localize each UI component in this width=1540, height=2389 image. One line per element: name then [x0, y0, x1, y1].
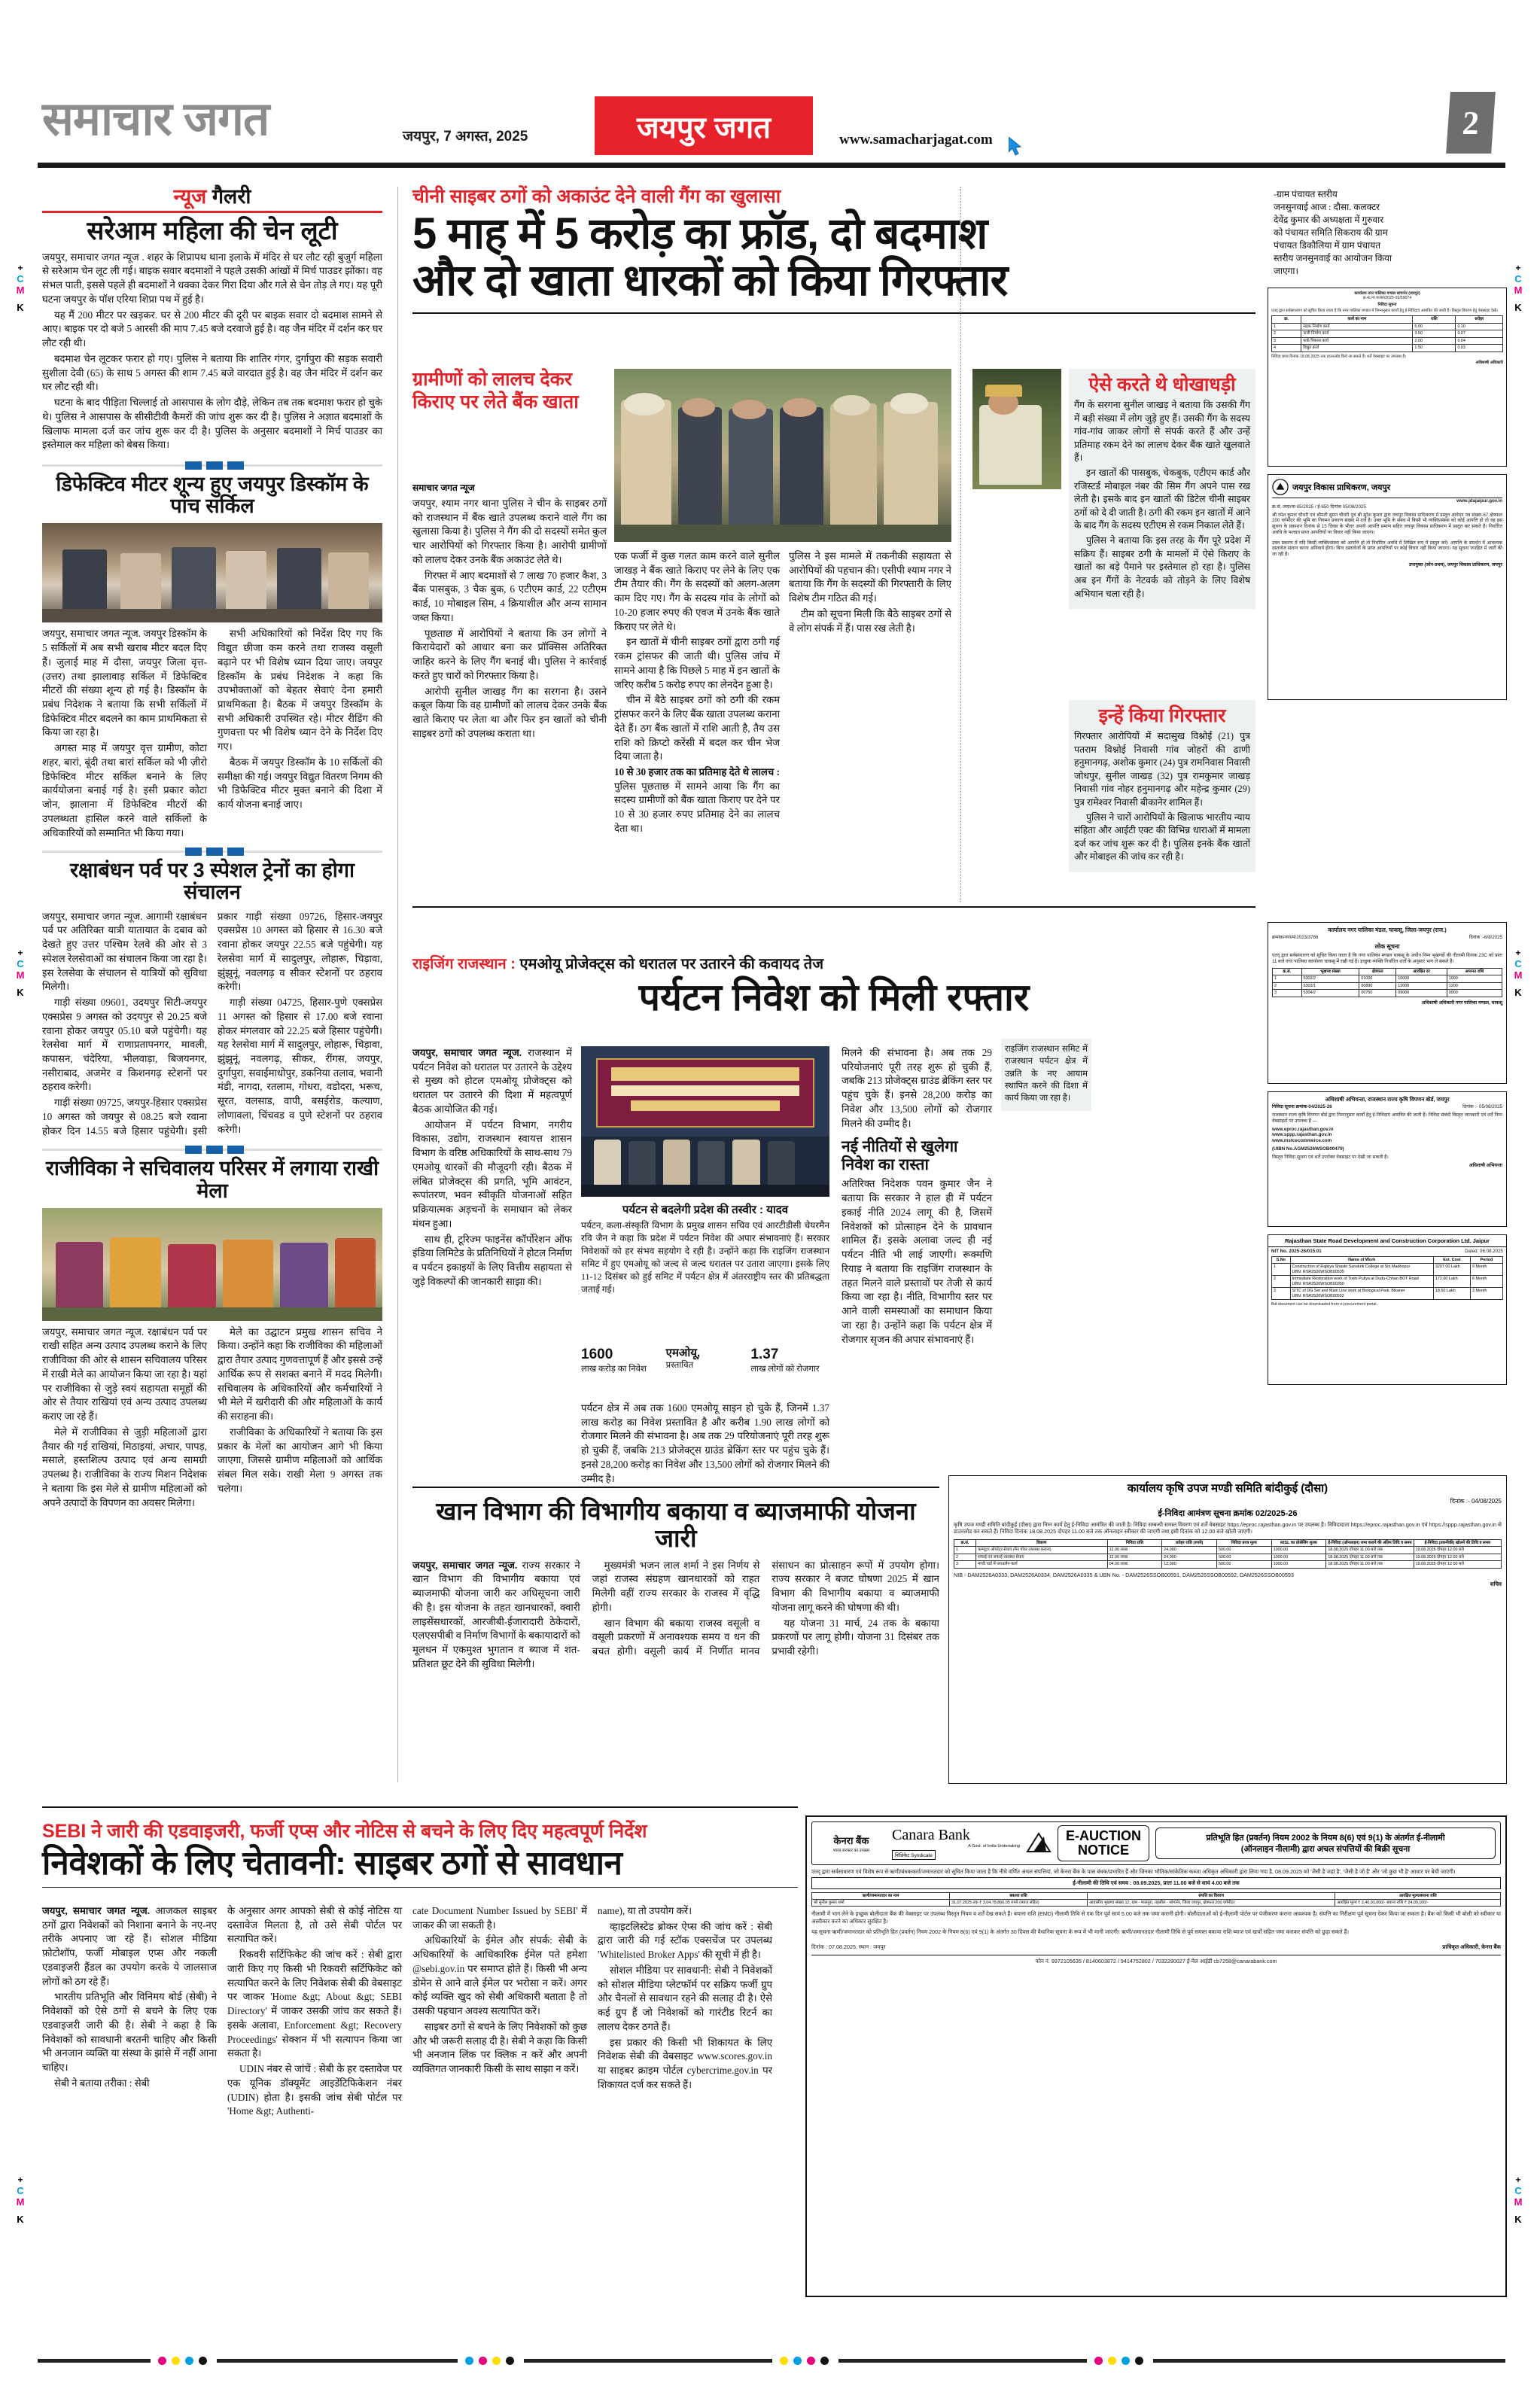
masthead-rule	[38, 163, 1505, 168]
table-row: 2 Immediate Restoration work of Toshi Puliya at Dudu-Chhan BOT Road UBN: RSR2526WSOB00350 172.00 Lakh 6 Month	[1272, 1276, 1503, 1288]
reg-mark-right-top: + C M K	[1514, 263, 1523, 313]
canara-auction-date: ई-नीलामी की तिथि एवं समय : 08.09.2025, प्रातः 11.00 बजे से सायं 4.00 बजे तक	[811, 1877, 1501, 1888]
tourism-stat-body: पर्यटन क्षेत्र में अब तक 1600 एमओयू साइन हो चुके हैं, जिनमें 1.37 लाख करोड़ का निवेश प्रस्तावित है और करीब 1.90 लाख लोगों को रोजगार मिलने की संभावना है। अब तक 29 परियोजनाएं पूरी तरह शुरू हो चुकी हैं, जबकि 213 प्रोजेक्ट्स ग्राउंड ब्रेकिंग स्तर पर पहुंच चुके हैं। इनसे 28,200 करोड़ का निवेश और 13,500 लोगों को रोजगार मिलने की उम्मीद है।	[581, 1402, 829, 1484]
table-row: 3 5304/2 00750 09000 0900	[1273, 990, 1502, 997]
panchayat-note: -ग्राम पंचायत स्तरीय जनसुनवाई आज : दौसा. कलक्टर देवेंद्र कुमार की अध्यक्षता में गुरुवार को पंचायत समिति सिकराय की ग्राम पंचायत डिकौलिया में ग्राम पंचायत स्तरीय जनसुनवाई का आयोजन किया जाएगा।	[1274, 189, 1392, 277]
table-row: 3 मण्डी यार्ड में प्लाऊमैन कार्य 04.00 लाख 12,000 500.00 1000.00 18.08.2025 दोपहर 11.00 बजे तक 19.08.2025 दोपहर 12.00 बजे	[954, 1561, 1502, 1568]
tourism-col1: जयपुर, समाचार जगत न्यूज. राजस्थान में पर्यटन निवेश को धरातल पर उतारने के उद्देश्य से मुख्य को होटल एमओयू प्रोजेक्ट्स को धरातल पर उतारने की दिशा में महत्वपूर्ण बैठक आयोजित की गई। आयोजन में पर्यटन विभाग, नगरीय विकास, उद्योग, राजस्थान स्वायत्त शासन विभाग के वरिष्ठ अधिकारियों के साथ-साथ 79 एमओयू धारकों की मौजूदगी रही। बैठक में लंबित प्रोजेक्ट्स की प्रगति, भूमि आवंटन, रूपांतरण, भवन स्वीकृति योजनाओं सहित प्रक्रियात्मक अड़चनों के समाधान को लेकर मंथन हुआ। साथ ही, टूरिज्म फाइनेंस कॉर्पोरेशन ऑफ इंडिया लिमिटेड के प्रतिनिधियों ने होटल निर्माण व पर्यटन इकाइयों के लिए वित्तीय सहायता से जुड़े विकल्पों की जानकारी साझा की।	[412, 1047, 572, 1287]
krishi-mandi-table	[954, 1539, 1502, 1569]
story-photo-rakhi-mela	[42, 1208, 382, 1321]
edition-badge: जयपुर जगत	[595, 96, 813, 155]
column-divider-1	[397, 187, 398, 1782]
nagar-palika-table	[1272, 968, 1502, 997]
ad-jda[interactable]: जयपुर विकास प्राधिकरण, जयपुर www.jdajaipur.gov.in क्र.सं.-जदा/वा-05/2025 / ई-650 दिनांक 05/08/2025 श्री रमेश कुमार चौधरी एवं श्रीमती सुमन चौधरी पुत्र श्री सुरेश कुमार द्वारा जयपुर विकास प्राधिकरण में प्रस्तुत आवेदन पत्र संख्या-67 क्षेत्रफल 200 वर्गमीटर की भूमि का नियमन प्रकरण संख्या में दर्ज है। उक्त भूमि के संबंध में किसी भी व्यक्ति/संस्था को कोई आपत्ति हो तो वह इस सूचना के प्रकाशन दिनांक से 15 दिवस के भीतर अपनी आपत्ति प्रमाण सहित जयपुर विकास प्राधिकरण में प्रस्तुत कर सकते हैं। निर्धारित अवधि के पश्चात प्राप्त आपत्तियों पर विचार नहीं किया जाएगा। उक्त प्रकरण में यदि किसी व्यक्ति/संस्था को आपत्ति हो तो निर्धारित अवधि में लिखित रूप में प्रस्तुत करें। आपत्ति के समर्थन में आवश्यक दस्तावेज संलग्न करना अनिवार्य होगा। बिना दस्तावेजों के प्राप्त आपत्तियों पर कोई विचार नहीं किया जाएगा। यह सूचना जनहित में जारी की जा रही है। उपायुक्त (जोन-प्रथम), जयपुर विकास प्राधिकरण, जयपुर	[1268, 474, 1507, 700]
sebi-story	[42, 1821, 798, 1894]
story-body-chain-snatch: जयपुर, समाचार जगत न्यूज . शहर के शिप्रापथ थाना इलाके में मंदिर से घर लौट रही बुजुर्ग महिला से सरेआम चेन लूट ली गई। बाइक सवार बदमाशों ने पहले उसकी आंखों में मिर्च पाउडर झोंका। वह संभल पाती, इससे पहले ही बदमाशों ने धक्का देकर गिरा दिया और गले से चेन तोड़ ले गए। यह पूरी घटना जयपुर के पॉश एरिया शिप्रा पथ में हुई है। यह मैं 200 मीटर पर खड़कर. घर से 200 मीटर की दूरी पर बाइक सवार दो बदमाश सामने से आए। बाइक पर दो बजे 5 आरसी की माप 7.45 बजे दरवाजे हुई है। वह जैन मंदिर में दर्शन कर घर लौट रही थी। बदमाश चेन लूटकर फरार हो गए। पुलिस ने बताया कि शातिर गंगर, दुर्गापुरा की सड़क सवारी सुशीला देवी (65) के साथ 5 अगस्त की शाम 7.45 बजे वारदात हुई है। वह जैन मंदिर में दर्शन कर घर लौट रही थी। घटना के बाद पीड़िता चिल्लाई तो आसपास के लोग दौड़े, लेकिन तब तक बदमाश फरार हो चुके थे। पुलिस ने आसपास के सीसीटीवी कैमरों की जांच शुरू कर दी है। पुलिस ने अज्ञात बदमाशों के खिलाफ मामला दर्ज कर जांच शुरू कर दी है। पुलिस के अनुसार बदमाशों ने मिर्च पाउडर का इस्तेमाल कर महिला को बेबस किया।	[42, 251, 382, 451]
newspaper-title: समाचार जगत	[42, 93, 269, 145]
color-calibration-bar	[38, 2354, 1505, 2366]
lead-headline-line1[interactable]: 5 माह में 5 करोड़ का फ्रॉड, दो बदमाश	[412, 208, 988, 258]
tourism-stat-2: एमओयू, प्रस्तावित	[665, 1347, 701, 1371]
canara-syndicate-label: सिंडिकेट Syndicate	[892, 1850, 936, 1860]
ad-canara-bank-eauction[interactable]: केनरा बैंक भारत सरकार का उपक्रम Canara Bank A Govt. of India Undertaking सिंडिकेट Syndicate E-AUCTION NOTICE प्रतिभूति हित (प्रवर्तन) नियम 2002 के नियम 8(6) एवं 9(1) के अंतर्गत ई-नीलामी (ऑनलाइन नीलामी) द्वारा अचल संपत्तियों की बिक्री सूचना एतद् द्वारा सर्वसाधारण एवं विशेष रूप से ऋणी/बंधककर्ता/जमानतदार को सूचित किया जाता है कि नीचे वर्णित अचल संपत्तियां, जो केनरा बैंक के पास बंधक/प्रभारित हैं और जिनका भौतिक/सांकेतिक कब्जा अधिकृत अधिकारी द्वारा लिया गया है, 08.09.2025 को 'जैसी है जहां है', 'जैसी है जो है' और 'जो कुछ भी है' आधार पर बेची जाएंगी। ई-नीलामी की तिथि एवं समय : 08.09.2025, प्रातः 11.00 बजे से सायं 4.00 बजे तक ऋणी/जमानतदार का नाम बकाया राशि संपत्ति का विवरण आरक्षित मूल्य/बयाना राशि श्री सुनील कुमार शर्मा 31.07.2025 तक ₹ 3,04,78,866.05 रुपये (ब्याज सहित) आवासीय भूखण्ड संख्या 12, ग्राम - मालपुरा, तहसील - सांगानेर, जिला जयपुर, क्षेत्रफल 200 वर्गमीटर आरक्षित मूल्य ₹ 2,40,91,000/- बयाना राशि ₹ 24,09,100/- नीलामी में भाग लेने के इच्छुक बोलीदाता बैंक की वेबसाइट पर उपलब्ध विस्तृत नियम व शर्तें देख सकते हैं। बयाना राशि (EMD) नीलामी तिथि से एक दिन पूर्व सायं 5.00 बजे तक जमा करानी होगी। बोलीदाताओं को ई-नीलामी पोर्टल पर पंजीकरण कराना आवश्यक है। संपत्ति का निरीक्षण पूर्व सूचना देकर किया जा सकता है। बैंक को किसी भी बोली को स्वीकार या अस्वीकार करने का अधिकार सुरक्षित है। यह सूचना ऋणी/जमानतदार को प्रतिभूति हित (प्रवर्तन) नियम 2002 के नियम 8(6) एवं 9(1) के अंतर्गत 30 दिवस की वैधानिक सूचना के रूप में भी मानी जाएगी। ऋणी/जमानतदार नीलामी तिथि से पूर्व समस्त बकाया राशि ब्याज एवं खर्चों सहित जमा कराकर संपत्ति को छुड़ा सकते हैं। दिनांक : 07.08.2025, स्थान : जयपुर प्राधिकृत अधिकारी, केनरा बैंक फोन नं. 9972105635 / 8140603872 / 9414752802 / 7032290027 ई-मेल आईडी cb7258@canarabank.com	[805, 1815, 1507, 2297]
lead-dotted-divider	[960, 187, 961, 902]
lead-story-photo	[614, 369, 951, 542]
canara-govt-label: भारत सरकार का उपक्रम	[832, 1848, 870, 1853]
edition-date: जयपुर, 7 अगस्त, 2025	[403, 129, 528, 145]
tourism-col3: मिलने की संभावना है। अब तक 29 परियोजनाएं पूरी तरह शुरू हो चुकी हैं, जबकि 213 प्रोजेक्ट्स ग्राउंड ब्रेकिंग स्तर पर पहुंच चुके हैं। इनसे 28,200 करोड़ का निवेश और 13,500 लोगों को रोजगार मिलने की उम्मीद है। नई नीतियों से खुलेगा निवेश का रास्ता अतिरिक्त निदेशक पवन कुमार जैन ने बताया कि सरकार ने हाल ही में पर्यटन इकाई नीति 2024 लागू की है, जिसमें निवेशकों को प्रोत्साहन देने के प्रावधान शामिल हैं। इसके अलावा जल्द ही नई पर्यटन नीति भी लाई जाएगी। रूक्मणि रियाड़ ने बताया कि राइजिंग राजस्थान के तहत मिलने वाले प्रस्तावों पर तेजी से कार्य किया जा रहा है। नीति, विभागीय स्तर पर आने वाली समस्याओं का समाधान किया जा रहा है। उन्होंने कहा कि पर्यटन क्षेत्र में रोजगार सृजन की अपार संभावनाएं हैं।	[842, 1047, 992, 1345]
mining-body: जयपुर, समाचार जगत न्यूज. राज्य सरकार ने खान विभाग की विभागीय बकाया एवं ब्याजमाफी योजना जारी कर अधिसूचना जारी की है। इस योजना के तहत खानधारकों, क्वारी लाइसेंसधारकों, आरजीबी-ईजारादारी ठेकेदारों, एलएसपीबी व निर्माण विभागों के बकायादारों को मूलधन में एकमुश्त भुगतान व ब्याज में शत-प्रतिशत छूट देने की सुविधा मिलेगी। मुख्यमंत्री भजन लाल शर्मा ने इस निर्णय से जहां राजस्व संग्रहण खानधारकों को राहत मिलेगी वहीं राज्य सरकार के राजस्व में वृद्धि होगी। खान विभाग की बकाया राजस्व वसूली व वसूली प्रकरणों में अनावश्यक समय व धन की बचत होगी। वसूली कार्य में निर्णीत मानव संसाधन का प्रोत्साहन रूपों में उपयोग होगा। राज्य सरकार ने बजट घोषणा 2025 में खान विभाग की विभागीय बकाया व ब्याजमाफी योजना लागू करने की घोषणा की थी। यह योजना 31 मार्च, 24 तक के बकाया प्रकरणों पर लागू होगी। योजना 31 दिसंबर तक प्रभावी रहेगी।	[412, 1559, 939, 1669]
story-body-rakhi-mela: जयपुर, समाचार जगत न्यूज. रक्षाबंधन पर्व पर राखी सहित अन्य उत्पाद उपलब्ध कराने के लिए राजीविका की ओर से शासन सचिवालय परिसर में राखी मेले का आयोजन किया जा रहा है। यहां पर राजीविका से जुड़े स्वयं सहायता समूहों की ओर से तैयार राखियां एवं अन्य उत्पाद उपलब्ध कराए जा रहे हैं। मेले में राजीविका से जुड़ी महिलाओं द्वारा तैयार की गई राखियां, मिठाइयां, अचार, पापड़, मसाले, हस्तशिल्प उत्पाद एवं अन्य सामग्री उपलब्ध है। राजीविका के राज्य मिशन निदेशक ने बताया कि इस मेले से ग्रामीण महिलाओं को अपने उत्पादों के विपणन का अवसर मिलेगा। मेले का उद्घाटन प्रमुख शासन सचिव ने किया। उन्होंने कहा कि राजीविका की महिलाओं द्वारा तैयार उत्पाद गुणवत्तापूर्ण हैं और इससे उन्हें आर्थिक रूप से सशक्त बनाने में मदद मिलेगी। सचिवालय के अधिकारियों और कर्मचारियों ने भी मेले में खरीदारी की और महिलाओं के कार्य की सराहना की। राजीविका के अधिकारियों ने बताया कि इस प्रकार के मेलों का आयोजन आगे भी किया जाएगा, जिससे ग्रामीण महिलाओं को आर्थिक संबल मिल सके। राखी मेला 9 अगस्त तक चलेगा।	[42, 1325, 382, 1508]
story-photo-discom	[42, 523, 382, 622]
lead-headline-line2[interactable]: और दो खाता धारकों को किया गिरफ्तार	[412, 256, 1008, 306]
canara-bank-name-en: Canara Bank	[892, 1826, 970, 1843]
sebi-col1: जयपुर, समाचार जगत न्यूज. आजकल साइबर ठगों द्वारा निवेशकों को निशाना बनाने के नए-नए तरीके अपनाए जा रहे हैं। सोशल मीडिया फ़ोटोशॉप, फर्जी मोबाइल एप्स और नकली एडवाइजरी हैंडल का उपयोग करके ये जालसाज लोगों को ठग रहे हैं। भारतीय प्रतिभूति और विनिमय बोर्ड (सेबी) ने निवेशकों को ऐसे ठगों से बचने के लिए एक एडवाइजरी जारी की है। सेबी ने कहा है कि निवेशकों को सावधानी बरतनी चाहिए और किसी भी अनजान व्यक्ति या संस्था के झांसे में नहीं आना चाहिए। सेबी ने बताया तरीका : सेबी	[42, 1905, 217, 2089]
lead-col2: एक फर्जी में कुछ गलत काम करने वाले सुनील जाखड़ ने बैंक खाते किराए पर लेने के लिए एक टीम तैयार की। गैंग के सदस्यों को अलग-अलग काम दिए गए। गैंग के सदस्य गांव के लोगों को 10-20 हजार रुपए की एवज में उनके बैंक खाते किराए पर लेते थे। इन खातों में चीनी साइबर ठगों द्वारा ठगी गई रकम ट्रांसफर की जाती थी। पुलिस जांच में सामने आया है कि पिछले 5 माह में इन खातों के जरिए करीब 5 करोड़ रुपए का लेनदेन हुआ है। चीन में बैठे साइबर ठगों को ठगी की रकम ट्रांसफर करने के लिए बैंक खाता उपलब्ध कराना देते हैं। ठग बैंक खातों में राशि आती है, तैय उस राशि को क्रिप्टो करेंसी में बदल कर चीन भेज दिया जाता है। 10 से 30 हजार तक का प्रतिमाह देते थे लालच : पुलिस पूछताछ में सामने आया कि गैंग का सदस्य ग्रामीणों को बैंक खाता किराए पर देने पर 10 से 30 हजार रुपए प्रतिमाह देने का लालच देता था।	[614, 550, 780, 834]
mining-story	[412, 1498, 939, 1671]
eauction-label-1: E-AUCTION	[1066, 1828, 1141, 1843]
left-column	[42, 187, 382, 1510]
website-url[interactable]: www.samacharjagat.com	[839, 132, 993, 148]
eauction-notice-line1: प्रतिभूति हित (प्रवर्तन) नियम 2002 के नियम 8(6) एवं 9(1) के अंतर्गत ई-नीलामी	[1206, 1833, 1445, 1843]
reg-mark-right-bottom: + C M K	[1514, 2174, 1523, 2225]
tourism-top-rule	[412, 906, 1255, 908]
lead-rule	[412, 312, 1255, 314]
table-row: 1 Construction of Rajkiya Shastri Sanskriti College at Siri Madhopur UBN: RSR2526WSOB00535 3207.00 Lakh 9 Month	[1272, 1264, 1503, 1276]
ad-nagar-palika-top[interactable]: कार्यालय नगर पालिका मण्डल सांगानेर (जयपुर) क्र.सं./ना.पा/सां/2025-26/59074 निविदा सूचना एतद् द्वारा सर्वसाधारण को सूचित किया जाता है कि नगर पालिका मण्डल में निम्नानुसार कार्यों हेतु ई-निविदाएं आमंत्रित की जाती हैं। विस्तृत विवरण हेतु वेबसाइट देखें। क्र. कार्य का नाम राशि धरोहर 1 सड़क निर्माण कार्य 5.00 0.10 2 नाली निर्माण कार्य 3.50 0.07 3 पार्क विकास कार्य 2.00 0.04 4 विद्युत कार्य 1.50 0.03 निविदा प्रपत्र दिनांक 18.08.2025 तक डाउनलोड किये जा सकते हैं। शर्तें वेबसाइट पर उपलब्ध हैं। अधिशाषी अधिकारी	[1268, 288, 1507, 467]
eauction-label-2: NOTICE	[1077, 1842, 1129, 1858]
tourism-caption-block: पर्यटन से बदलेगी प्रदेश की तस्वीर : यादव पर्यटन, कला-संस्कृति विभाग के प्रमुख शासन सचिव एवं आरटीडीसी चेयरमैन रवि जैन ने कहा कि प्रदेश में पर्यटन निवेश की अपार संभावनाएं हैं। सरकार निवेशकों को हर संभव सहयोग दे रही है। उन्होंने कहा कि राइजिंग राजस्थान समिट में हुए एमओयू को जल्द से जल्द धरातल पर उतारा जाएगा। इसके लिए 11-12 दिसंबर को हुई समिट में पर्यटन क्षेत्र में अंतरराष्ट्रीय स्तर की प्रतिबद्धता जताई गई।	[581, 1204, 829, 1295]
jda-logo-icon	[1272, 479, 1289, 495]
section-separator-2	[42, 848, 382, 855]
reg-mark-left-top: + C M K	[16, 263, 25, 313]
sebi-headline[interactable]: निवेशकों के लिए चेतावनी: साइबर ठगों से सावधान	[42, 1844, 622, 1882]
masthead	[38, 90, 1505, 175]
table-row: 1 कम्प्यूटर ऑपरेटर सेवाएं (मैन पॉवर उपलब्ध कराना) 12.00 लाख 24,000 500.00 1000.00 18.08.2025 दोपहर 11.00 बजे तक 19.08.2025 दोपहर 12.00 बजे	[954, 1547, 1502, 1554]
story-body-special-trains: जयपुर, समाचार जगत न्यूज. आगामी रक्षाबंधन पर्व पर अतिरिक्त यात्री यातायात के दबाव को देखते हुए उत्तर पश्चिम रेलवे की ओर से 3 स्पेशल रेलसेवाओं का संचालन किया जा रहा है। इस रेलसेवा के संचालन से यात्रियों को सुविधा मिलेगी। गाड़ी संख्या 09601, उदयपुर सिटी-जयपुर एक्सप्रेस 9 अगस्त को उदयपुर से 20.25 बजे रवाना होकर जयपुर 05.10 बजे पहुंचेगी। यह रेलसेवा मार्ग में राणाप्रतापनगर, मावली, कपासन, चंदेरिया, भीलवाड़ा, बिजयनगर, नसीराबाद, अजमेर व किशनगढ़ स्टेशनों पर ठहराव करेगी। गाड़ी संख्या 09725, जयपुर-हिसार एक्सप्रेस 10 अगस्त को जयपुर से 08.25 बजे रवाना होकर दिन 14.55 बजे हिसार पहुंचेगी। इसी प्रकार गाड़ी संख्या 09726, हिसार-जयपुर एक्सप्रेस 10 अगस्त को हिसार से 16.30 बजे रवाना होकर जयपुर 22.55 बजे पहुंचेगी। यह रेलसेवा मार्ग में सादुलपुर, लोहारू, चिड़ावा, झुंझुनूं, नवलगढ़ व सीकर स्टेशनों पर ठहराव करेगी। गाड़ी संख्या 04725, हिसार-पुणे एक्सप्रेस 11 अगस्त को हिसार से 17.00 बजे रवाना होकर मंगलवार को 22.25 बजे हिसार पहुंचेगी। यह रेलसेवा मार्ग में सादुलपुर, लोहारू, चिड़ावा, झुंझुनूं, नवलगढ़, सीकर, रींगस, जयपुर, दुर्गापुरा, सवाईमाधोपुर, डकनिया तलाव, भवानी मंडी, नागदा, रतलाम, गोधरा, वडोदरा, भरूच, सूरत, वलसाड, वापी, बसईरोड, कल्याण, लोणावला, चिंचवड व पुणे स्टेशनों पर ठहराव करेगी।	[42, 910, 382, 1137]
mouse-cursor-icon	[1009, 137, 1022, 157]
story-headline-rakhi-mela[interactable]: राजीविका ने सचिवालय परिसर में लगाया राखी मेला	[45, 1157, 379, 1202]
canara-authorised-officer: प्राधिकृत अधिकारी, केनरा बैंक	[1442, 1943, 1501, 1950]
lead-box-how-fraud: ऐसे करते थे धोखाधड़ी गैंग के सरगना सुनील जाखड़ ने बताया कि उसकी गैंग में बड़ी संख्या में लोग जुड़े हुए हैं। उसकी गैंग के सदस्य गांव-गांव जाकर लोगों से संपर्क करते हैं और उन्हें प्रतिमाह रकम देने का लालच देकर बैंक खाते खुलवाते हैं। इन खातों की पासबुक, चेकबुक, एटीएम कार्ड और रजिस्टर्ड मोबाइल नंबर की सिम गैंग अपने पास रख लेती है। इसके बाद इन खातों की डिटेल चीनी साइबर ठगों को दे दी जाती है। ठगी की रकम इन खातों में आने के बाद गैंग के सदस्य एटीएम से रकम निकाल लेते हैं। पुलिस ने बताया कि इस तरह के गैंग पूरे प्रदेश में सक्रिय हैं। साइबर ठगी के मामलों में ऐसे किराए के खातों का बड़े पैमाने पर इस्तेमाल हो रहा है। पुलिस अब इन गैंगों के नेटवर्क को तोड़ने के लिए विशेष अभियान चला रही है।	[1069, 369, 1255, 609]
sebi-col3: cate Document Number Issued by SEBI' में जाकर की जा सकती है। अधिकारियों के ईमेल और संपर्क: सेबी के अधिकारियों के आधिकारिक ईमेल पते हमेशा @sebi.gov.in पर समाप्त होते हैं। किसी भी अन्य डोमेन से आने वाले ईमेल पर भरोसा न करें। अगर कोई व्यक्ति खुद को सेबी अधिकारी बताता है तो उसकी पहचान अवश्य सत्यापित करें। साइबर ठगों से बचने के लिए निवेशकों को कुछ और भी जरूरी सलाह दी है। सेबी ने कहा कि किसी भी अनजान लिंक पर क्लिक न करें और अपनी व्यक्तिगत जानकारी किसी के साथ साझा न करें।	[412, 1905, 587, 2075]
ad-krishi-vipnan-board[interactable]: अधिशाषी अभियन्ता, राजस्थान राज्य कृषि विपणन बोर्ड, जयपुर निविदा सूचना क्रमांक-04/2025-26 दिनांक :- 05/08/2025 राजस्थान राज्य कृषि विपणन बोर्ड द्वारा निम्नानुसार कार्यों हेतु ई-निविदाएं आमंत्रित की जाती हैं। निविदा संबंधी विस्तृत जानकारी एवं शर्तें निम्न वेबसाइटों पर उपलब्ध हैं — www.eproc.rajasthan.gov.in www.sppp.rajasthan.gov.in www.mstcecommerce.com (UIBN No.AGM2526WSOB00479) विस्तृत निविदा सूचना एवं शर्तें उपरोक्त वेबसाइट पर देखी जा सकती है। अधिशाषी अभियन्ता	[1268, 1091, 1507, 1227]
eauction-notice-line2: (ऑनलाइन नीलामी) द्वारा अचल संपत्तियों की बिक्री सूचना	[1240, 1844, 1411, 1854]
sebi-kicker: SEBI ने जारी की एडवाइजरी, फर्जी एप्स और नोटिस से बचने के लिए दिए महत्वपूर्ण निर्देश	[42, 1821, 647, 1842]
section-separator-1	[42, 461, 382, 469]
tourism-side-box: राइजिंग राजस्थान समिट में राजस्थान पर्यटन क्षेत्र में उन्नति के नए आयाम स्थापित करने की दिशा में कार्य किया जा रहा है।	[1001, 1039, 1091, 1111]
lead-box-arrested: इन्हें किया गिरफ्तार गिरफ्तार आरोपियों में सदासुख विश्नोई (21) पुत्र पतराम विश्नोई निवासी गांव जोहरों की ढाणी हनुमानगढ़, अशोक कुमार (24) पुत्र रामनिवास निवासी जोधपुर, सुनील जाखड़ (32) पुत्र रामकुमार जाखड़ निवासी गांव नोहर हनुमानगढ़ और महेन्द्र कुमार (29) पुत्र रामेश्वर निवासी बीकानेर शामिल हैं। पुलिस ने चारों आरोपियों के खिलाफ भारतीय न्याय संहिता और आईटी एक्ट की विभिन्न धाराओं में मामला दर्ज कर जांच शुरू कर दी है। पुलिस इनके बैंक खातों और मोबाइल की जांच कर रही है।	[1069, 700, 1255, 872]
lead-box-photo-officer	[972, 369, 1061, 489]
rsrdc-table	[1271, 1256, 1503, 1300]
story-body-discom: जयपुर, समाचार जगत न्यूज. जयपुर डिस्कॉम के 5 सर्किलों में अब सभी खराब मीटर बदल दिए हैं। जुलाई माह में दौसा, जयपुर जिला वृत्त-(उत्तर) तथा झालावाड़ सर्किल में डिफेक्टिव मीटरों की संख्या शून्य हो गई है। डिस्कॉम के प्रबंध निदेशक ने बताया कि सभी सर्किलों में डिफेक्टिव मीटर बदलने का काम प्राथमिकता से किया जा रहा है। अगस्त माह में जयपुर वृत्त ग्रामीण, कोटा शहर, बारां, बूंदी तथा बारां सर्किल को भी ज़ीरो डिफेक्टिव मीटर सर्किल बनाने के लिए कार्ययोजना बनाई गई है। इसी प्रकार कोटा जोन, झालाना में डिफेक्टिव मीटरों की उपलब्धता हासिल करने वाले सर्किलों के अधिकारियों को सम्मानित भी किया गया। सभी अधिकारियों को निर्देश दिए गए कि विद्युत छीजा कम करने तथा राजस्व वसूली बढ़ाने पर भी विशेष ध्यान दिया जाए। जयपुर डिस्कॉम के प्रबंध निदेशक ने कहा कि उपभोक्ताओं को बेहतर सेवाएं देना हमारी प्राथमिकता है। बैठक में जयपुर डिस्कॉम के सभी अधिकारी उपस्थित रहे। मीटर रीडिंग की गुणवत्ता पर भी विशेष ध्यान देने के निर्देश दिए गए। बैठक में जयपुर डिस्कॉम के 10 सर्किलों की समीक्षा की गई। जयपुर विद्युत वितरण निगम की भी डिफेक्टिव मीटर मुक्त बनाने की दिशा में कार्य योजना बनाई जाए।	[42, 628, 382, 838]
section-separator-3	[42, 1146, 382, 1153]
sebi-top-rule	[42, 1806, 798, 1808]
tourism-kicker-block: राइजिंग राजस्थान : एमओयू प्रोजेक्ट्स को धरातल पर उतारने की कवायद तेज पर्यटन निवेश को मिली रफ्तार	[412, 956, 1255, 1018]
canara-phones: फोन नं. 9972105635 / 8140603872 / 9414752802 / 7032290027 ई-मेल आईडी cb7258@canarabank.com	[811, 1955, 1501, 1964]
ad-rsrdc[interactable]: Rajasthan State Road Development and Construction Corporation Ltd. Jaipur NIT No. 2025-26/015.01 Dated: 06.08.2025 S.No Name of Work Est. Cost Period 1 Construction of Rajkiya Shastri Sanskriti College at Siri Madhopur UBN: RSR2526WSOB00535 3207.00 Lakh 9 Month 2 Immediate Restoration work of Toshi Puliya at Dudu-Chhan BOT Road UBN: RSR2526WSOB00350 172.00 Lakh 6 Month 3 SITC of DG Set and Main Line work at Biological Park, Bikaner UBN: RSR2526WSOB00552 18.50 Lakh 3 Month Bid document can be downloaded from e-procurement portal.	[1268, 1234, 1507, 1385]
table-header-row: क्र.सं. भूखण्ड संख्या क्षेत्रफल आरक्षित दर अमानत राशि	[1273, 968, 1502, 975]
table-row: 2 5303/1 00890 12000 1200	[1273, 982, 1502, 989]
table-row: श्री सुनील कुमार शर्मा 31.07.2025 तक ₹ 3,04,78,866.05 रुपये (ब्याज सहित) आवासीय भूखण्ड संख्या 12, ग्राम - मालपुरा, तहसील - सांगानेर, जिला जयपुर, क्षेत्रफल 200 वर्गमीटर आरक्षित मूल्य ₹ 2,40,91,000/- बयाना राशि ₹ 24,09,100/-	[812, 1899, 1501, 1906]
tourism-stat-1: 1600 लाख करोड़ का निवेश	[581, 1347, 647, 1374]
canara-place-date: दिनांक : 07.08.2025, स्थान : जयपुर	[811, 1943, 886, 1950]
canara-tagline: A Govt. of India Undertaking	[968, 1843, 1020, 1849]
lead-col1: जयपुर, श्याम नगर थाना पुलिस ने चीन के साइबर ठगों को राजस्थान में बैंक खाते उपलब्ध कराने वाले गैंग का खुलासा किया है। पुलिस ने गैंग की दो सदस्यों समेत कुल चार आरोपियों को गिरफ्तार किया है। आरोपी ग्रामीणों को लालच देकर उनके बैंक अकाउंट लेते थे। गिरफ्त में आए बदमाशों से 7 लाख 70 हजार कैश, 3 बैंक पासबुक, 3 चैक बुक, 6 एटीएम कार्ड, 22 एटीएम कार्ड, 10 मोबाइल सिम, 4 क्रियाशील और अन्य सामान जब्त किया। पूछताछ में आरोपियों ने बताया कि उन लोगों ने किरायेदारों को आधार बना कर प्रॉक्सिस अतिरिक्त जाहिर करने के लिए गैंग बनाई थी। पुलिस ने कार्रवाई करते हुए चारों को गिरफ्तार किया है। आरोपी सुनील जाखड़ गैंग का सरगना है। उसने कबूल किया कि वह ग्रामीणों को लालच देकर उनके बैंक खाते किराए पर लेता था और फिर इन खातों को चीनी साइबर ठगों को उपलब्ध कराता था।	[412, 498, 607, 739]
table-row: 1 5302/2 01000 10000 1000	[1273, 975, 1502, 982]
mining-headline[interactable]: खान विभाग की विभागीय बकाया व ब्याजमाफी योजना जारी	[436, 1497, 916, 1553]
story-headline-discom[interactable]: डिफेक्टिव मीटर शून्य हुए जयपुर डिस्कॉम के पांच सर्किल	[56, 473, 369, 518]
lead-subhead-block	[412, 369, 607, 742]
lead-col3: पुलिस ने इस मामले में तकनीकी सहायता से आरोपियों की पहचान की। एसीपी श्याम नगर ने बताया कि गैंग के सदस्यों की गिरफ्तारी के लिए विशेष टीम गठित की गई। टीम को सूचना मिली कि बैठे साइबर ठगों से वे लोग संपर्क में हैं। पास रख लेती है।	[789, 550, 951, 634]
lead-kicker: चीनी साइबर ठगों को अकाउंट देने वाली गैंग का खुलासा	[412, 186, 781, 207]
story-headline-special-trains[interactable]: रक्षाबंधन पर्व पर 3 स्पेशल ट्रेनों का होगा संचालन	[70, 859, 355, 904]
news-gallery-rule	[42, 211, 382, 213]
story-headline-chain-snatch[interactable]: सरेआम महिला की चेन लूटी	[87, 217, 338, 245]
ad-krishi-mandi-bandikui[interactable]: कार्यालय कृषि उपज मण्डी समिति बांदीकुई (दौसा) दिनांक :- 04/08/2025 ई-निविदा आमंत्रण सूचना क्रमांक 02/2025-26 कृषि उपज मण्डी समिति बांदीकुई (दौसा) द्वारा निम्न कार्य हेतु ई-निविदा आमंत्रित की जाती है। निविदा सम्बन्धी समस्त विवरण एवं शर्तें वेबसाइट https://eproc.rajasthan.gov.in पर उपलब्ध है। निविदादाता https://eproc.rajasthan.gov.in एवं https://sppp.rajasthan.gov.in से डाउनलोड कर सकते हैं। निविदा दिनांक 18.08.2025 दोपहर 11.00 बजे तक ऑनलाइन स्वीकार की जाएगी तथा इसी दिनांक को 12.00 बजे खोली जाएगी। क्र.सं. विवरण निविदा राशि धरोहर राशि (रुपये) निविदा प्रपत्र मूल्य RISL का प्रोसेसिंग शुल्क ई-निविदा (ऑनलाइन) जमा कराने की अंतिम तिथि व समय ई-निविदा (तकनीकी) खोलने की तिथि व समय 1 कम्प्यूटर ऑपरेटर सेवाएं (मैन पॉवर उपलब्ध कराना) 12.00 लाख 24,000 500.00 1000.00 18.08.2025 दोपहर 11.00 बजे तक 19.08.2025 दोपहर 12.00 बजे 2 सफाई एवं सफाई व्यवस्था सेवाएं 12.00 लाख 24,000 500.00 1000.00 18.08.2025 दोपहर 11.00 बजे तक 19.08.2025 दोपहर 12.00 बजे 3 मण्डी यार्ड में प्लाऊमैन कार्य 04.00 लाख 12,000 500.00 1000.00 18.08.2025 दोपहर 11.00 बजे तक 19.08.2025 दोपहर 12.00 बजे NIB - DAM2526A0333, DAM2526A0334, DAM2526A0335 & UBN No. - DAM2526SSOB00591, DAM2526SSOB00592, DAM2526SSOB00593 सचिव	[948, 1475, 1507, 1784]
lead-subhead-red: ग्रामीणों को लालच देकर किराए पर लेते बैंक खाता	[412, 369, 579, 412]
tourism-photo	[581, 1046, 829, 1197]
reg-mark-right-mid: + C M K	[1514, 948, 1523, 998]
tourism-headline[interactable]: पर्यटन निवेश को मिली रफ्तार	[638, 976, 1030, 1018]
table-header-row: S.No Name of Work Est. Cost Period	[1272, 1256, 1503, 1263]
canara-notice-body: एतद् द्वारा सर्वसाधारण एवं विशेष रूप से ऋणी/बंधककर्ता/जमानतदार को सूचित किया जाता है कि नीचे वर्णित अचल संपत्तियां, जो केनरा बैंक के पास बंधक/प्रभारित हैं और जिनका भौतिक/सांकेतिक कब्जा अधिकृत अधिकारी द्वारा लिया गया है, 08.09.2025 को 'जैसी है जहां है', 'जैसी है जो है' और 'जो कुछ भी है' आधार पर बेची जाएंगी।	[811, 1867, 1456, 1875]
ad-nagar-palika-chaksu[interactable]: कार्यालय नगर पालिका मंडल, चाकसू, जिला-जयपुर (राज.) क्रमांक/नपा/मं/2023/3786 दिनांक :-6/8/2025 लोक सूचना एतद् द्वारा सर्वसाधारण को सूचित किया जाता है कि नगर पालिका मण्डल चाकसू के अधीन निम्न भूखण्डों की नीलामी दिनांक 23C को प्रातः 11 बजे नगर पालिका कार्यालय चाकसू में रखी गई है। इच्छुक व्यक्ति निर्धारित शर्तों के अनुसार भाग ले सकते हैं। क्र.सं. भूखण्ड संख्या क्षेत्रफल आरक्षित दर अमानत राशि 1 5302/2 01000 10000 1000 2 5303/1 00890 12000 1200 3 5304/2 00750 09000 0900 अधिशाषी अधिकारी नगर पालिका मण्डल, चाकसू	[1268, 922, 1507, 1084]
mining-top-rule	[412, 1487, 939, 1488]
table-row: 3 SITC of DG Set and Main Line work at Biological Park, Bikaner UBN: RSR2526WSOB00552 18.50 Lakh 3 Month	[1272, 1288, 1503, 1300]
tourism-stats	[581, 1347, 829, 1375]
reg-mark-left-mid: + C M K	[16, 948, 25, 998]
news-gallery-label: न्यूज गैलरी	[173, 185, 251, 208]
table-row: 2 सफाई एवं सफाई व्यवस्था सेवाएं 12.00 लाख 24,000 500.00 1000.00 18.08.2025 दोपहर 11.00 बजे तक 19.08.2025 दोपहर 12.00 बजे	[954, 1554, 1502, 1560]
tourism-stat-3: 1.37 लाख लोगों को रोजगार	[750, 1347, 820, 1374]
canara-auction-table	[811, 1892, 1501, 1907]
table-header-row: क्र.सं. विवरण निविदा राशि धरोहर राशि (रुपये) निविदा प्रपत्र मूल्य RISL का प्रोसेसिंग शुल्क ई-निविदा (ऑनलाइन) जमा कराने की अंतिम तिथि व समय ई-निविदा (तकनीकी) खोलने की तिथि व समय	[954, 1539, 1502, 1546]
page-number: 2	[1446, 92, 1496, 154]
reg-mark-left-bottom: + C M K	[16, 2174, 25, 2225]
canara-logo-icon	[1026, 1832, 1052, 1855]
lead-story	[412, 187, 1255, 320]
lead-dateline: समाचार जगत न्यूज	[412, 482, 475, 493]
sebi-col2: के अनुसार अगर आपको सेबी से कोई नोटिस या दस्तावेज मिलता है, तो उसे सेबी पोर्टल पर सत्यापित करें। रिकवरी सर्टिफिकेट की जांच करें : सेबी द्वारा जारी किए गए किसी भी रिकवरी सर्टिफिकेट को सत्यापित करने के लिए निवेशक सेबी की वेबसाइट पर जाकर 'Home &gt; About &gt; SEBI Directory' में जाकर उसकी जांच कर सकते हैं। इसके अलावा, Enforcement &gt; Recovery Proceedings' सेक्शन में भी सत्यापन किया जा सकता है। UDIN नंबर से जांचें : सेबी के हर दस्तावेज पर एक यूनिक डॉक्यूमेंट आइडेंटिफिकेशन नंबर (UDIN) होता है। इसकी जांच सेबी पोर्टल पर 'Home &gt; Authenti-	[227, 1905, 402, 2117]
canara-bank-name-hi: केनरा बैंक	[833, 1834, 869, 1846]
table-header-row: ऋणी/जमानतदार का नाम बकाया राशि संपत्ति का विवरण आरक्षित मूल्य/बयाना राशि	[812, 1892, 1501, 1899]
sebi-col4: name), या तो उपयोग करें। व्हाइटलिस्टेड ब्रोकर ऐप्स की जांच करें : सेबी द्वारा जारी की गई स्टॉक एक्सचेंज पर उपलब्ध 'Whitelisted Broker Apps' की सूची में ही है। सोशल मीडिया पर सावधानी: सेबी ने निवेशकों को सोशल मीडिया प्लेटफॉर्म पर सक्रिय फर्जी ग्रुप और चैनलों से सावधान रहने की सलाह दी है। ऐसे कई ग्रुप हैं जो निवेशकों को गारंटीड रिटर्न का लालच देकर ठगते हैं। इस प्रकार की किसी भी शिकायत के लिए निवेशक सेबी की वेबसाइट www.scores.gov.in या साइबर क्राइम पोर्टल cybercrime.gov.in पर शिकायत दर्ज कर सकते हैं।	[598, 1905, 772, 2090]
tourism-subhead: नई नीतियों से खुलेगा निवेश का रास्ता	[842, 1138, 958, 1173]
